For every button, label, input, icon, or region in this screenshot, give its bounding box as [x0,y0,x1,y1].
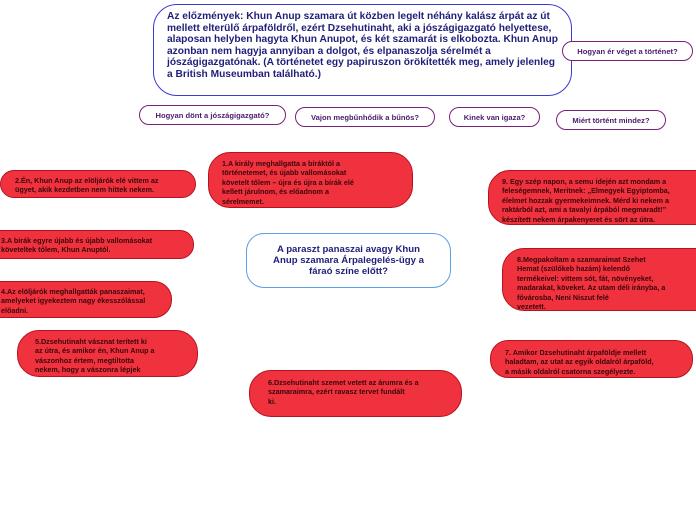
statement-8[interactable] [502,248,696,311]
statement-3[interactable] [0,230,194,259]
statement-text: 2.Én, Khun Anup az elöljárók elé vittem az ügyet, akik kezdetben nem hittek nekem. [15,176,159,195]
statement-9[interactable] [488,170,696,225]
statement-text: 4.Az elöljárók meghallgatták panaszaimat, amelyeket igyekeztem nagy ékesszólással előadni. [1,287,146,315]
central-topic[interactable] [246,233,451,288]
question-label: Miért történt mindez? [572,115,650,125]
statement-text: 3.A bírák egyre újabb és újabb vallomásokat követeltek tőlem, Khun Anuptól. [1,236,153,255]
question-label: Hogyan ér véget a történet? [577,46,678,56]
statement-text: 1.A király meghallgatta a bíráktól a történetemet, és újabb vallomásokat követelt tőlem – újra és újra a bírák elé kellett járulnom, és előadnom a sérelmemet. [222,159,354,206]
question-punished[interactable] [295,107,435,127]
statement-6[interactable] [249,370,462,417]
question-decision[interactable] [139,105,286,125]
statement-text: 6.Dzsehutinaht szemet vetett az árumra és a szamaraimra, ezért ravasz tervet fundált ki. [268,378,419,406]
statement-2[interactable] [0,170,196,198]
statement-7[interactable] [490,340,693,378]
question-label: Vajon megbűnhődik a bűnös? [310,112,419,122]
intro-topic[interactable] [153,4,572,96]
statement-text: 8.Megpakoltam a szamaraimat Szehet Hemat (szülőkeb hazám) kelendő termékeivel: vittem sót, fát, növényeket, madarakat, köveket. Az utam déli irányba, a fővárosba, Neni Niszut felé vezetett. [517,255,666,312]
question-who-right[interactable] [449,107,540,127]
statement-4[interactable] [0,281,172,318]
question-label: Kinek van igaza? [463,112,526,122]
question-label: Hogyan dönt a jószágigazgató? [155,110,270,120]
question-how-ends[interactable] [562,41,693,61]
intro-text: Az előzmények: Khun Anup szamara út közben legelt néhány kalász árpát az út mellett elterülő árpaföldről, ezért Dzsehutinaht, aki a jószágigazgató helyettese, alaposan helyben hagyta Khun Anupot, és két szamarát is elkobozta. Khun Anup azonban nem hagyja annyiban a dolgot, és elpanaszolja sérelmét a jószágigazgatónak. (A történetet egy papiruszon örökítették meg, amely jelenleg a British Museumban található.) [167,11,558,80]
question-why[interactable] [556,110,666,130]
statement-text: 7. Amikor Dzsehutinaht árpaföldje mellett haladtam, az utat az egyik oldalról árpaföld, a másik oldalról csatorna szegélyezte. [505,348,654,376]
statement-5[interactable] [17,330,198,377]
statement-text: 9. Egy szép napon, a semu idején azt mondam a feleségemnek, Meritnek: „Elmegyek Egyiptomba, élelmet hozzak gyermekeimnek. Mérd ki nekem a raktárból azt, ami a tavalyi árpából megmaradt!” készített nekem árpakenyeret és sört az útra. [502,177,670,224]
statement-text: 5.Dzsehutinaht vásznat terített ki az útra, és amikor én, Khun Anup a vászonhoz értem, megtiltotta nekem, hogy a vászonra lépjek [35,337,155,375]
central-topic-label: A paraszt panaszai avagy Khun Anup szamara Árpalegelés-ügy a fáraó színe előtt? [273,244,424,277]
statement-1[interactable] [208,152,413,208]
